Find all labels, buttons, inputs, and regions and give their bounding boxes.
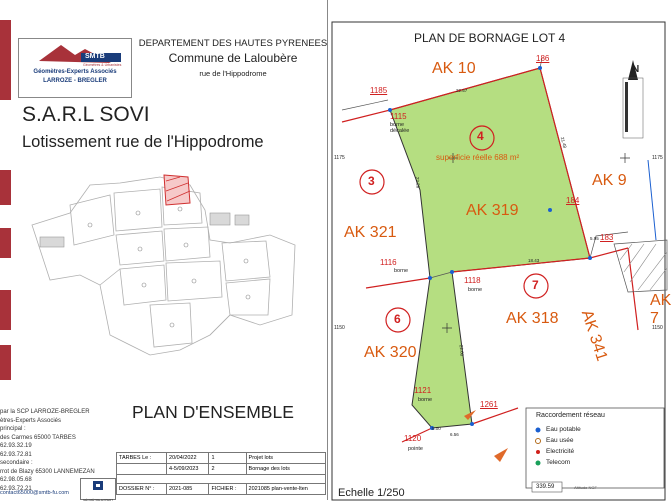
parcel-ak9: AK 9: [592, 172, 627, 189]
point-186: 186: [536, 54, 550, 63]
logo-line2: LARROZE - BREGLER: [43, 78, 107, 84]
point-1118: 1118: [464, 276, 481, 285]
contact-line: principal :: [0, 426, 26, 432]
note-borne: borne: [394, 268, 409, 274]
dimension: 22.00: [458, 344, 465, 357]
point-184: 184: [566, 196, 580, 205]
plan-ensemble-sheet: [0, 0, 328, 500]
title-block-table: [116, 452, 326, 495]
contact-line: 62.93.72.21: [0, 485, 32, 492]
red-margin-bar: [0, 290, 11, 330]
point-1116: 1116: [380, 258, 397, 267]
contact-line: 62.98.05.68: [0, 477, 32, 483]
arrow-marker-icon: [494, 448, 508, 462]
electricity-icon: [536, 450, 540, 454]
lot-number-6: 6: [394, 312, 401, 326]
point-1121: 1121: [414, 386, 432, 395]
note-borne-decalee: borne décalée: [390, 122, 410, 134]
legend-electricity: Electricité: [546, 448, 575, 455]
bottom-value: 339.59: [536, 484, 555, 490]
smtb-logo: [18, 38, 132, 98]
contact-line: par la SCP LARROZE-BREGLER: [0, 409, 90, 415]
street-name: rue de l'Hippodrome: [199, 69, 267, 78]
dimension: 22.57: [456, 88, 468, 93]
contact-email[interactable]: contact65000@smtb-fu.com: [0, 490, 69, 496]
red-margin-bar: [0, 20, 11, 100]
scale-label: Echelle 1/250: [338, 487, 405, 499]
surface-label: superficie réelle 688 m²: [436, 153, 520, 162]
point-183: 183: [600, 233, 614, 242]
contact-line: 62.93.32.19: [0, 443, 32, 449]
parcel-ak319: AK 319: [466, 202, 519, 219]
point-1115: 1115: [390, 112, 407, 121]
lot4-parcel: [390, 68, 590, 428]
red-margin-bar: [0, 170, 11, 205]
water-icon: [536, 428, 541, 433]
contact-line: rrot de Blazy 65300 LANNEMEZAN: [0, 468, 95, 475]
point-1261: 1261: [480, 400, 498, 409]
fichier-name: 2021085 plan-vente-lten: [246, 484, 325, 495]
grid-1175-right: 1175: [652, 155, 663, 161]
contact-line: ètres-Experts Associés: [0, 417, 62, 424]
dimension: 21.48: [559, 136, 568, 149]
plan-bornage-sheet: [328, 0, 671, 500]
dossier-number: 2021-085: [167, 484, 209, 495]
revision-index: 2: [209, 464, 246, 475]
red-margin-bar: [0, 345, 11, 380]
bornage-map: [328, 0, 667, 500]
note-pointe: pointe: [408, 446, 423, 452]
note-borne: borne: [418, 397, 433, 403]
logo-line1: Géomètres-Experts Associés: [33, 69, 117, 75]
site-plan-drawing: [30, 165, 300, 355]
dossier-label: DOSSIER N° :: [117, 484, 167, 495]
parcel-ak318: AK 318: [506, 310, 559, 327]
lot-number-3: 3: [368, 174, 375, 188]
legend-wastewater: Eau usée: [546, 437, 574, 444]
parcel-ak10: AK 10: [432, 60, 476, 77]
tarbes-label: TARBES Le :: [117, 453, 167, 464]
contact-line: 62.93.72.81: [0, 451, 32, 458]
parcel-ak341: AK 341: [577, 308, 611, 364]
revision-date: 4-5/09/2023: [167, 464, 209, 475]
red-margin-bar: [0, 228, 11, 258]
stamp-label: GÉOMÈTRE-EXPERT: [82, 498, 114, 502]
lot-number-4: 4: [477, 129, 484, 143]
lot-number-7: 7: [532, 278, 539, 292]
parcel-ak320: AK 320: [364, 344, 417, 361]
dimension: 18.43: [528, 258, 540, 263]
legend-telecom: Telecom: [546, 459, 571, 466]
parcel-ak7: AK 7: [650, 292, 671, 327]
company-name: S.A.R.L SOVI: [22, 103, 150, 126]
contact-line: des Carmes 65000 TARBES: [0, 434, 76, 441]
parcel-ak321: AK 321: [344, 224, 397, 241]
revision-desc: Bornage des lots: [246, 464, 325, 475]
revision-index: 1: [209, 453, 246, 464]
contact-line: secondaire :: [0, 460, 33, 466]
project-name: Lotissement rue de l'Hippodrome: [22, 133, 264, 151]
grid-1150-right: 1150: [652, 325, 663, 331]
dimension: 5.00: [432, 426, 441, 431]
dimension: 22.26: [414, 176, 421, 189]
dimension: 6.56: [450, 432, 459, 437]
telecom-icon: [536, 461, 541, 466]
grid-1150-left: 1150: [334, 325, 345, 331]
legend-water: Eau potable: [546, 426, 581, 433]
north-label: N: [632, 64, 640, 75]
bornage-title: PLAN DE BORNAGE LOT 4: [414, 31, 566, 45]
fichier-label: FICHIER :: [209, 484, 246, 495]
stamp-box: [80, 478, 116, 500]
dimension: 5.95: [590, 236, 599, 241]
grid-1175-left: 1175: [334, 155, 345, 161]
note-borne: borne: [468, 287, 483, 293]
plan-title: PLAN D'ENSEMBLE: [132, 402, 294, 422]
logo-tag: Géomètres & Urbanistes: [83, 63, 122, 67]
department-header: DEPARTEMENT DES HAUTES PYRENEES: [138, 38, 328, 49]
legend-title: Raccordement réseau: [536, 412, 605, 419]
point-1120: 1120: [404, 434, 422, 443]
revision-date: 20/04/2022: [167, 453, 209, 464]
bottom-small: Altitude NGF: [574, 485, 597, 490]
point-1185: 1185: [370, 86, 388, 95]
revision-desc: Projet lots: [246, 453, 325, 464]
logo-brand: SMTB: [85, 53, 105, 60]
commune-name: Commune de Laloubère: [168, 51, 298, 65]
